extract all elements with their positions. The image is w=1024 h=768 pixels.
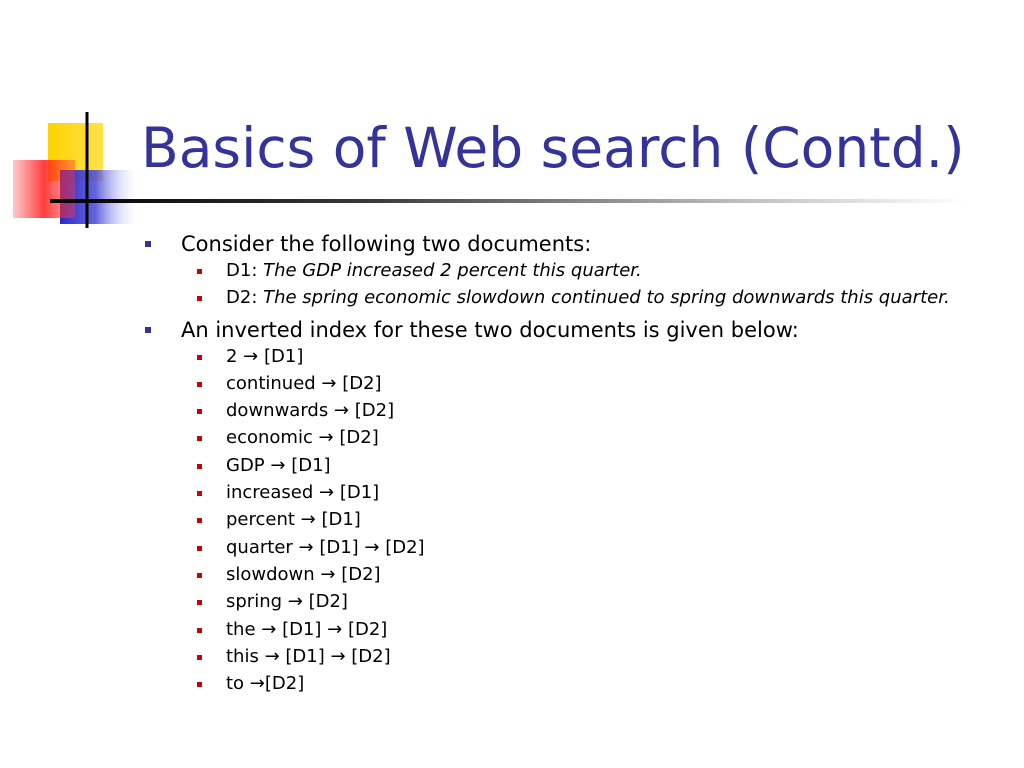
index-entry	[141, 482, 971, 504]
square-bullet-icon	[197, 409, 202, 414]
index-entry	[141, 509, 971, 531]
index-entry	[141, 427, 971, 449]
index-entry	[141, 619, 971, 641]
index-entry	[141, 537, 971, 559]
slide-body	[141, 226, 971, 700]
square-bullet-icon	[145, 327, 151, 333]
square-bullet-icon	[145, 241, 151, 247]
square-bullet-icon	[197, 382, 202, 387]
bullet-inverted-index	[141, 315, 971, 345]
square-bullet-icon	[197, 546, 202, 551]
index-entry-text: GDP → [D1]	[226, 454, 331, 476]
index-entry-text: 2 → [D1]	[226, 345, 304, 367]
square-bullet-icon	[197, 491, 202, 496]
slide-title: Basics of Web search (Contd.)	[141, 116, 965, 180]
square-bullet-icon	[197, 600, 202, 605]
square-bullet-icon	[197, 269, 202, 274]
document-d1	[141, 260, 971, 282]
square-bullet-icon	[197, 655, 202, 660]
square-bullet-icon	[197, 682, 202, 687]
square-bullet-icon	[197, 464, 202, 469]
bullet-consider	[141, 229, 971, 259]
bullet-text: An inverted index for these two documents is given below:	[181, 317, 799, 342]
document-d2	[141, 287, 971, 309]
document-text: The spring economic slowdown continued to spring downwards this quarter.	[263, 287, 950, 309]
index-entry	[141, 346, 971, 368]
square-bullet-icon	[197, 436, 202, 441]
square-bullet-icon	[197, 518, 202, 523]
document-label: D2:	[226, 287, 264, 309]
square-bullet-icon	[197, 573, 202, 578]
index-entry	[141, 373, 971, 395]
index-entry-text: spring → [D2]	[226, 591, 348, 613]
index-entry	[141, 564, 971, 586]
square-bullet-icon	[197, 355, 202, 360]
square-bullet-icon	[197, 628, 202, 633]
document-label: D1:	[226, 260, 264, 281]
index-entry	[141, 400, 971, 422]
index-entry	[141, 646, 971, 668]
corner-decoration	[0, 0, 150, 240]
index-entry-text: slowdown → [D2]	[226, 563, 381, 585]
title-divider	[50, 199, 965, 203]
index-entry-text: the → [D1] → [D2]	[226, 618, 388, 640]
index-entry-text: quarter → [D1] → [D2]	[226, 536, 425, 558]
index-entry-text: to →[D2]	[226, 673, 305, 695]
index-entry-text: this → [D1] → [D2]	[226, 645, 391, 667]
index-entry-text: downwards → [D2]	[226, 400, 395, 422]
square-bullet-icon	[197, 296, 202, 301]
index-entry-text: economic → [D2]	[226, 427, 379, 449]
bullet-text: Consider the following two documents:	[181, 232, 592, 256]
index-entry	[141, 591, 971, 613]
document-text: The GDP increased 2 percent this quarter.	[263, 260, 642, 281]
index-entry	[141, 455, 971, 477]
index-entry-text: continued → [D2]	[226, 372, 382, 394]
index-entry	[141, 673, 971, 695]
red-square	[13, 160, 75, 218]
index-entry-text: percent → [D1]	[226, 509, 361, 531]
index-entry-text: increased → [D1]	[226, 482, 380, 504]
